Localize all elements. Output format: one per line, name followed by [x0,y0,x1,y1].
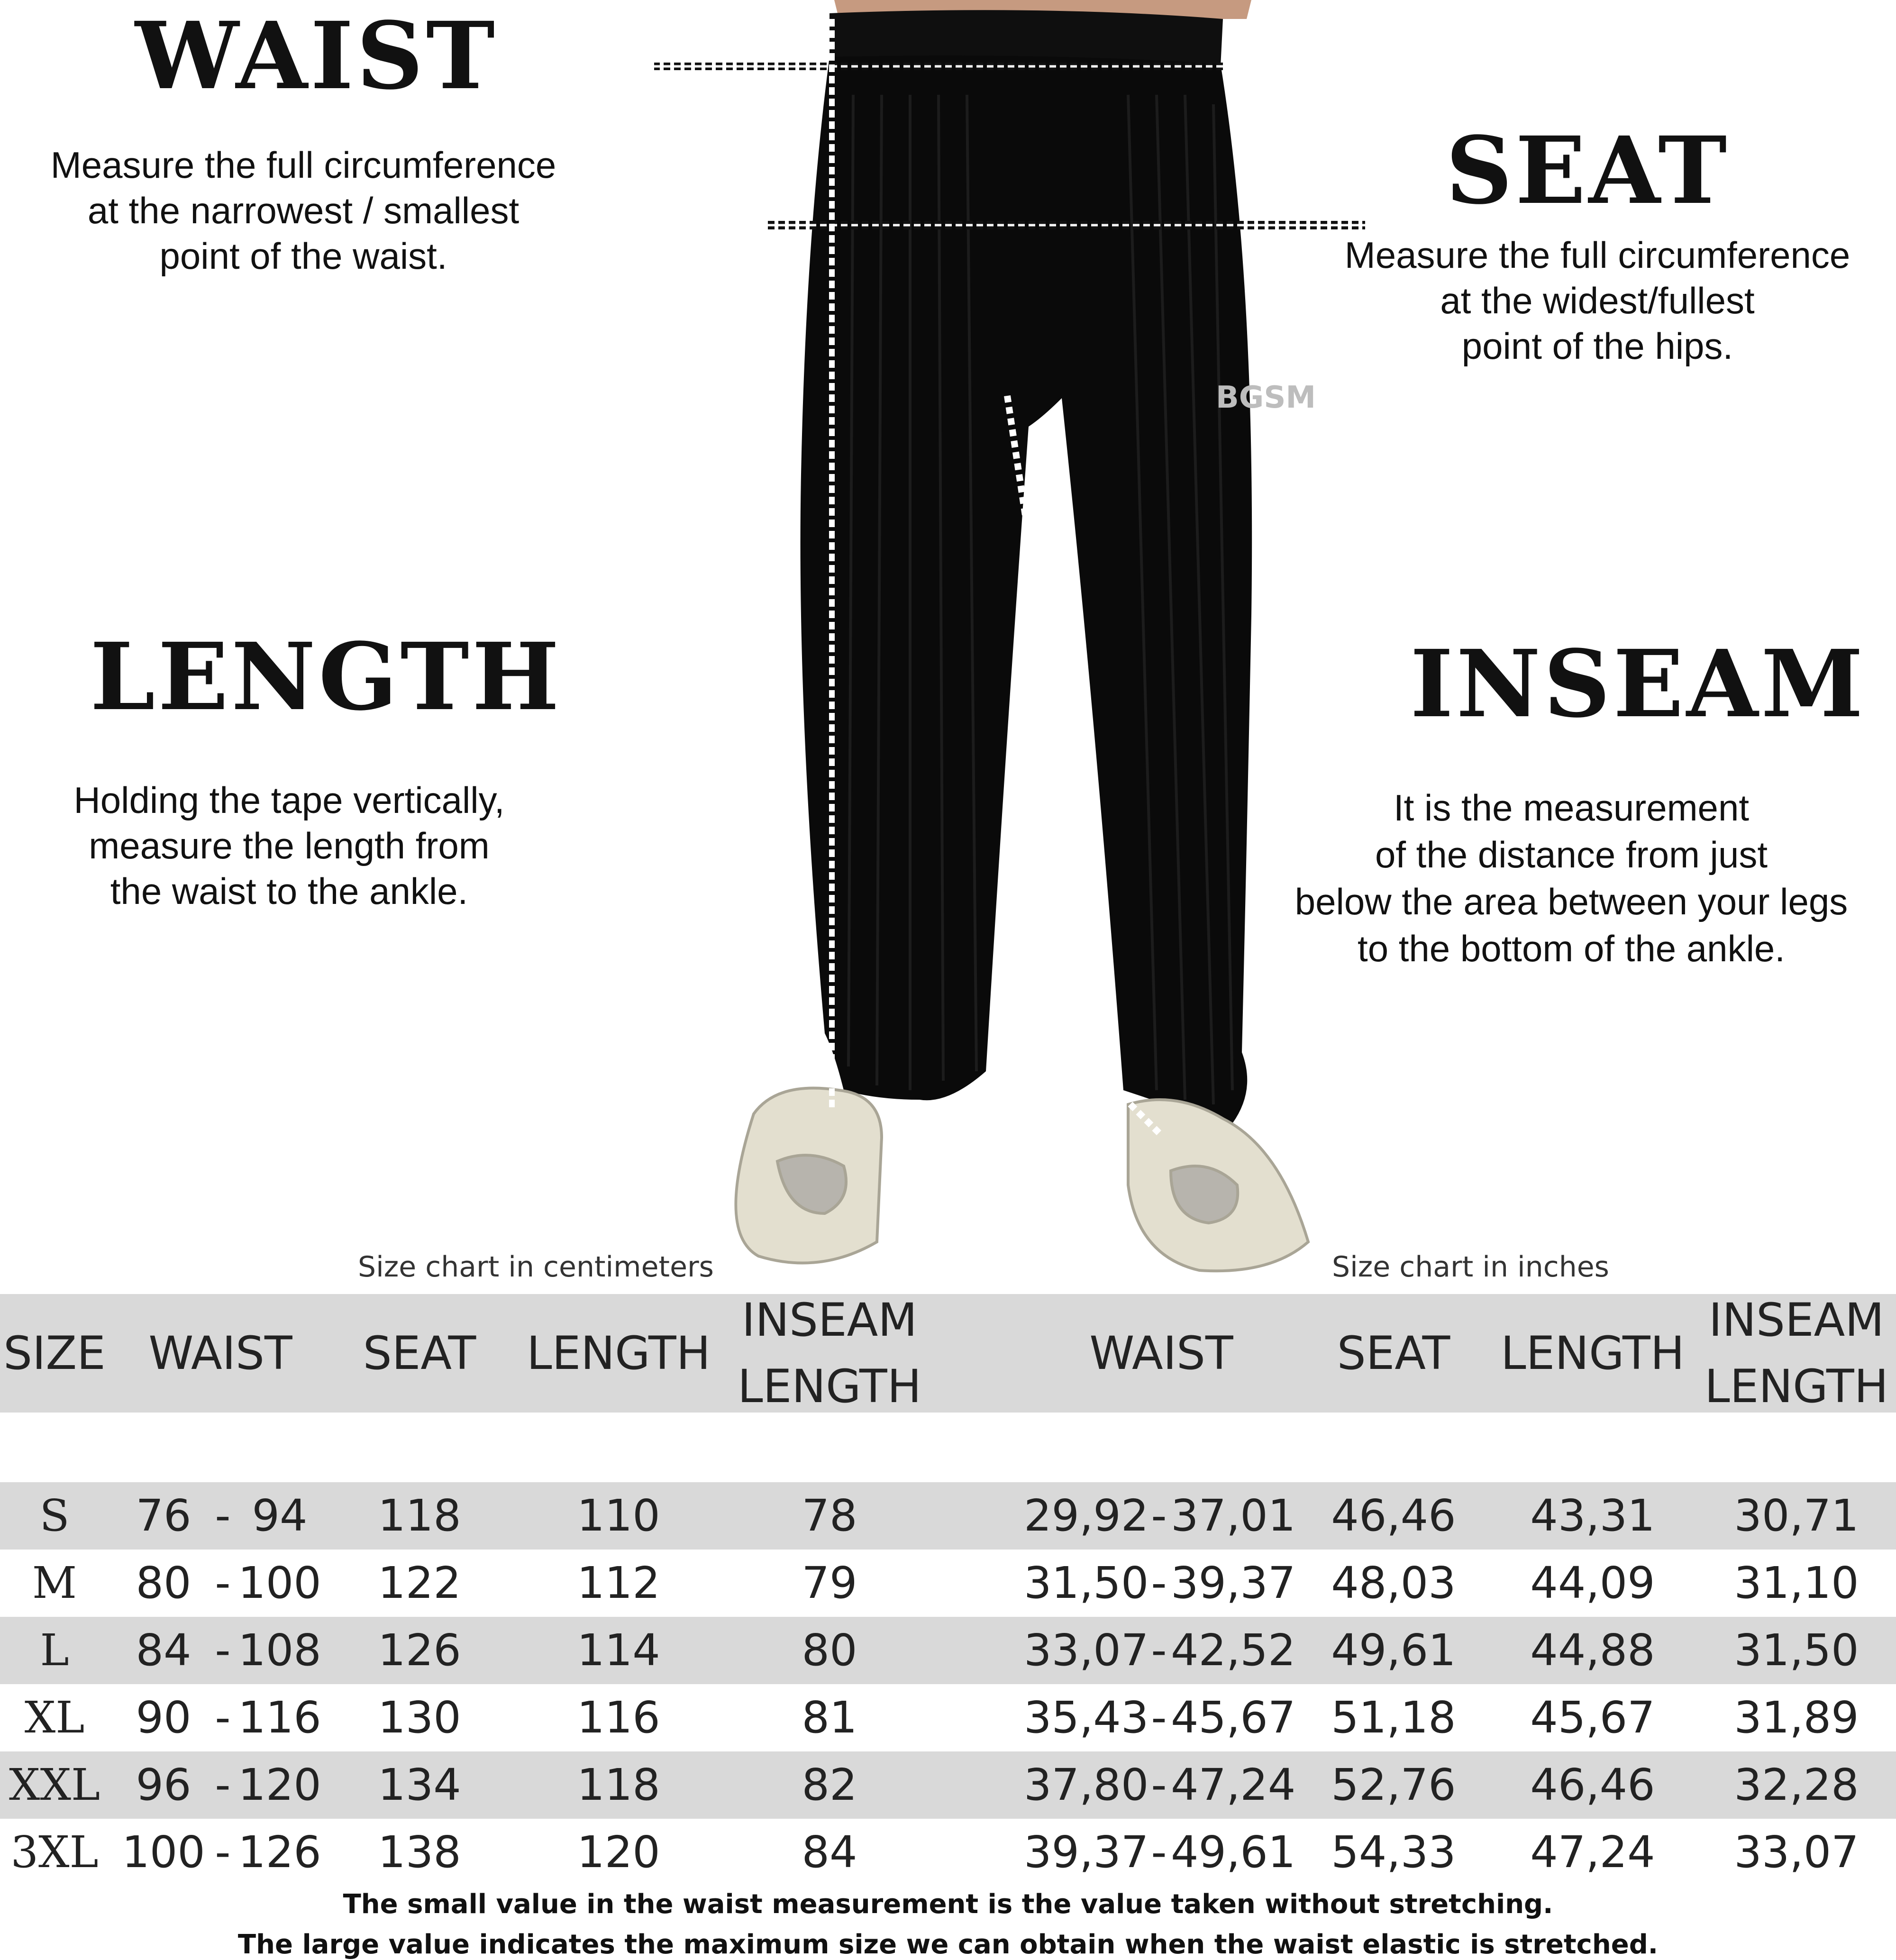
header-length-in: LENGTH [1501,1327,1685,1380]
cell-waist-cm-max: 126 [238,1827,321,1878]
cell-waist-in-max: 47,24 [1171,1759,1296,1810]
cell-inseam-in: 32,28 [1734,1759,1859,1810]
cell-waist-in-max: 45,67 [1171,1692,1296,1743]
cell-seat-in: 49,61 [1331,1625,1456,1676]
seat-description: Measure the full circumference at the widest/fullest point of the hips. [1344,234,1850,367]
cell-length-in: 45,67 [1530,1692,1655,1743]
size-table-header [0,1294,1896,1413]
cell-inseam-cm: 84 [802,1827,857,1878]
cell-seat-in: 54,33 [1331,1827,1456,1878]
cell-size: L [40,1625,69,1676]
cell-seat-cm: 134 [378,1759,461,1810]
caption-inches: Size chart in inches [1332,1250,1609,1284]
cell-size: XL [24,1692,85,1743]
cell-inseam-cm: 80 [802,1625,857,1676]
cell-inseam-in: 31,10 [1734,1558,1859,1608]
cell-length-in: 43,31 [1530,1490,1655,1541]
cell-waist-in-max: 37,01 [1171,1490,1296,1541]
cell-waist-cm-separator: - [215,1692,231,1743]
waist-heading: WAIST [135,1,498,110]
cell-length-cm: 114 [577,1625,660,1676]
table-row [0,1550,1896,1617]
cell-length-cm: 112 [577,1558,660,1608]
header-waist-cm: WAIST [148,1327,292,1380]
header-length-cm: LENGTH [527,1327,711,1380]
cell-waist-in-separator: - [1151,1558,1167,1608]
length-description: Holding the tape vertically, measure the length from the waist to the ankle. [73,779,505,912]
cell-inseam-in: 31,89 [1734,1692,1859,1743]
cell-waist-cm-max: 108 [238,1625,321,1676]
cell-inseam-cm: 79 [802,1558,857,1608]
caption-centimeters: Size chart in centimeters [358,1250,714,1284]
cell-waist-cm-min: 100 [122,1827,205,1878]
cell-size: XXL [9,1759,100,1810]
header-inseam-in: INSEAM LENGTH [1705,1294,1888,1413]
cell-waist-cm-min: 90 [136,1692,191,1743]
cell-length-in: 44,88 [1530,1625,1655,1676]
cell-waist-cm-separator: - [215,1625,231,1676]
cell-length-in: 46,46 [1530,1759,1655,1810]
cell-seat-cm: 138 [378,1827,461,1878]
cell-waist-cm-max: 120 [238,1759,321,1810]
pants-illustration [654,0,1375,1289]
cell-length-cm: 116 [577,1692,660,1743]
cell-inseam-in: 33,07 [1734,1827,1859,1878]
brand-logo: BGSM [1216,380,1316,415]
cell-waist-in-separator: - [1151,1625,1167,1676]
cell-inseam-in: 30,71 [1734,1490,1859,1541]
header-size: SIZE [3,1327,106,1380]
header-seat-cm: SEAT [363,1327,476,1380]
cell-waist-in-max: 49,61 [1171,1827,1296,1878]
table-row [0,1684,1896,1751]
cell-waist-cm-max: 100 [238,1558,321,1608]
cell-waist-cm-separator: - [215,1490,231,1541]
inseam-heading: INSEAM [1410,629,1867,738]
cell-waist-in-min: 35,43 [1024,1692,1149,1743]
seat-heading: SEAT [1446,116,1730,225]
cell-waist-in-max: 42,52 [1171,1625,1296,1676]
table-row [0,1751,1896,1819]
header-seat-in: SEAT [1337,1327,1450,1380]
cell-waist-cm-separator: - [215,1558,231,1608]
cell-waist-cm-separator: - [215,1759,231,1810]
table-row [0,1819,1896,1886]
cell-length-cm: 120 [577,1827,660,1878]
cell-waist-in-separator: - [1151,1759,1167,1810]
cell-waist-in-separator: - [1151,1827,1167,1878]
cell-seat-cm: 126 [378,1625,461,1676]
cell-inseam-cm: 78 [802,1490,857,1541]
cell-waist-in-min: 33,07 [1024,1625,1149,1676]
length-heading: LENGTH [90,622,562,731]
cell-length-cm: 118 [577,1759,660,1810]
cell-seat-in: 48,03 [1331,1558,1456,1608]
cell-waist-in-max: 39,37 [1171,1558,1296,1608]
left-shoe [736,1088,882,1263]
cell-size: 3XL [10,1827,99,1878]
cell-seat-in: 52,76 [1331,1759,1456,1810]
table-row [0,1482,1896,1550]
cell-waist-in-separator: - [1151,1692,1167,1743]
cell-seat-cm: 130 [378,1692,461,1743]
cell-waist-cm-max: 116 [238,1692,321,1743]
header-waist-in: WAIST [1089,1327,1233,1380]
waist-description: Measure the full circumference at the narrowest / smallest point of the waist. [50,144,556,277]
right-shoe [1128,1100,1308,1271]
cell-waist-cm-min: 84 [136,1625,191,1676]
cell-seat-cm: 118 [378,1490,461,1541]
cell-waist-cm-min: 96 [136,1759,191,1810]
cell-size: S [39,1490,70,1541]
cell-length-in: 44,09 [1530,1558,1655,1608]
cell-size: M [32,1558,77,1608]
cell-seat-cm: 122 [378,1558,461,1608]
cell-waist-in-min: 37,80 [1024,1759,1149,1810]
cell-length-cm: 110 [577,1490,660,1541]
inseam-description: It is the measurement of the distance from just below the area between your legs to the bottom of the ankle. [1294,787,1848,969]
table-row [0,1617,1896,1684]
cell-inseam-in: 31,50 [1734,1625,1859,1676]
cell-waist-cm-separator: - [215,1827,231,1878]
cell-length-in: 47,24 [1530,1827,1655,1878]
cell-waist-cm-min: 76 [136,1490,191,1541]
cell-inseam-cm: 82 [802,1759,857,1810]
cell-waist-in-min: 39,37 [1024,1827,1149,1878]
footnote-waist-stretched: The large value indicates the maximum size we can obtain when the waist elastic is stretched. [237,1929,1659,1960]
cell-seat-in: 46,46 [1331,1490,1456,1541]
pants-body [801,55,1252,1123]
footnote-waist-unstretched: The small value in the waist measurement is the value taken without stretching. [343,1889,1553,1920]
header-inseam-cm: INSEAM LENGTH [738,1294,921,1413]
cell-waist-in-separator: - [1151,1490,1167,1541]
cell-waist-in-min: 29,92 [1024,1490,1149,1541]
cell-waist-cm-min: 80 [136,1558,191,1608]
cell-seat-in: 51,18 [1331,1692,1456,1743]
cell-waist-in-min: 31,50 [1024,1558,1149,1608]
cell-waist-cm-max: 94 [252,1490,308,1541]
cell-inseam-cm: 81 [802,1692,857,1743]
